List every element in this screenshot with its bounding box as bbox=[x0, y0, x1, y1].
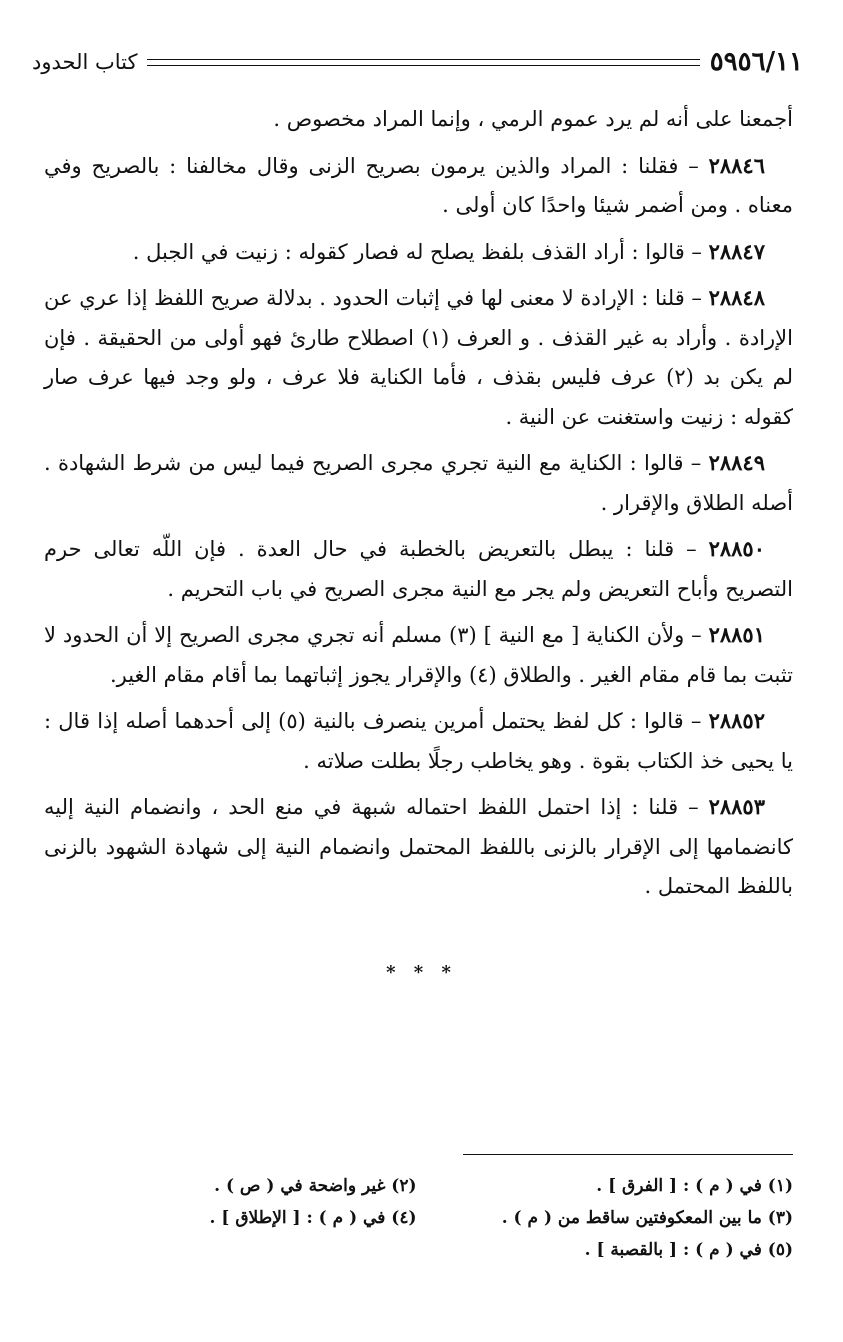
paragraph bbox=[44, 443, 793, 523]
book-title: كتاب الحدود bbox=[32, 50, 138, 74]
paragraph-number: ٢٨٨٤٨ bbox=[708, 285, 765, 310]
paragraph-number: ٢٨٨٤٩ bbox=[708, 450, 765, 475]
paragraph-number: ٢٨٨٥٢ bbox=[708, 708, 765, 733]
paragraph bbox=[44, 615, 793, 695]
paragraph-text: – قلنا : الإرادة لا معنى لها في إثبات الحدود . بدلالة صريح اللفظ إذا عري عن الإرادة . وأراد به غير القذف . و العرف (١) اصطلاح طارئ فهو أولى من الحقيقة . فإن لم يكن بد (٢) عرف فليس بقذف ، فأما الكناية فلا عرف ، ولو وجد فيها عرف صار كقوله : زنيت واستغنت عن النية . bbox=[44, 286, 794, 429]
page-header bbox=[32, 42, 803, 82]
paragraph-number: ٢٨٨٥٠ bbox=[708, 536, 765, 561]
paragraph bbox=[44, 529, 793, 609]
paragraph-text: – ولأن الكناية [ مع النية ] (٣) مسلم أنه تجري مجرى الصريح إلا أن الحدود لا تثبت بما قام مقام الغير . والطلاق (٤) والإقرار يجوز إثباتهما بما أقام مقام الغير. bbox=[44, 623, 793, 687]
paragraph bbox=[44, 278, 793, 437]
paragraph-text: – قلنا : يبطل بالتعريض بالخطبة في حال العدة . فإن اللّه تعالى حرم التصريح وأباح التعريض ولم يجر مع النية مجرى الصريح في باب التحريم . bbox=[44, 537, 793, 601]
paragraph bbox=[44, 146, 793, 226]
paragraph-text: أجمعنا على أنه لم يرد عموم الرمي ، وإنما المراد مخصوص . bbox=[273, 107, 793, 131]
footnote-4: (٤) في ( م ) : [ الإطلاق ] . bbox=[209, 1208, 417, 1228]
paragraph-text: – فقلنا : المراد والذين يرمون بصريح الزنى وقال مخالفنا : بالصريح وفي معناه . ومن أضمر شيئا واحدًا كان أولى . bbox=[44, 153, 793, 217]
paragraph-text: – قلنا : إذا احتمل اللفظ احتماله شبهة في منع الحد ، وانضمام النية إليه كانضمامها إلى الإقرار بالزنى باللفظ المحتمل وانضمام النية إلى شهادة الشهود بالزنى باللفظ المحتمل . bbox=[44, 795, 793, 898]
footnote-5: (٥) في ( م ) : [ بالقصبة ] . bbox=[584, 1240, 793, 1260]
paragraph-number: ٢٨٨٥١ bbox=[708, 622, 765, 647]
paragraph-number: ٢٨٨٤٧ bbox=[708, 238, 765, 264]
paragraph-number: ٢٨٨٤٦ bbox=[708, 152, 765, 178]
page-number: ٥٩٥٦/١١ bbox=[709, 47, 803, 77]
paragraph-text: – قالوا : أراد القذف بلفظ يصلح له فصار كقوله : زنيت في الجبل . bbox=[132, 239, 709, 264]
paragraph-text: – قالوا : كل لفظ يحتمل أمرين ينصرف بالنية (٥) إلى أحدهما أصله إذا قال : يا يحيى خذ الكتاب بقوة . وهو يخاطب رجلًا بطلت صلاته . bbox=[44, 709, 793, 773]
paragraph bbox=[44, 701, 793, 781]
main-text bbox=[44, 100, 793, 907]
paragraph bbox=[44, 787, 793, 907]
paragraph bbox=[44, 100, 793, 140]
paragraph-text: – قالوا : الكناية مع النية تجري مجرى الصريح فيما ليس من شرط الشهادة . أصله الطلاق والإقرار . bbox=[44, 451, 793, 515]
header-rule bbox=[147, 59, 699, 66]
footnote-3: (٣) ما بين المعكوفتين ساقط من ( م ) . bbox=[501, 1208, 793, 1228]
section-separator: * * * bbox=[386, 962, 457, 983]
paragraph-number: ٢٨٨٥٣ bbox=[708, 794, 765, 819]
footnotes bbox=[40, 1170, 793, 1266]
paragraph bbox=[44, 232, 793, 273]
footnote-1: (١) في ( م ) : [ الفرق ] . bbox=[596, 1176, 793, 1196]
footnote-2: (٢) غير واضحة في ( ص ) . bbox=[214, 1176, 417, 1196]
footnote-rule bbox=[463, 1154, 793, 1155]
